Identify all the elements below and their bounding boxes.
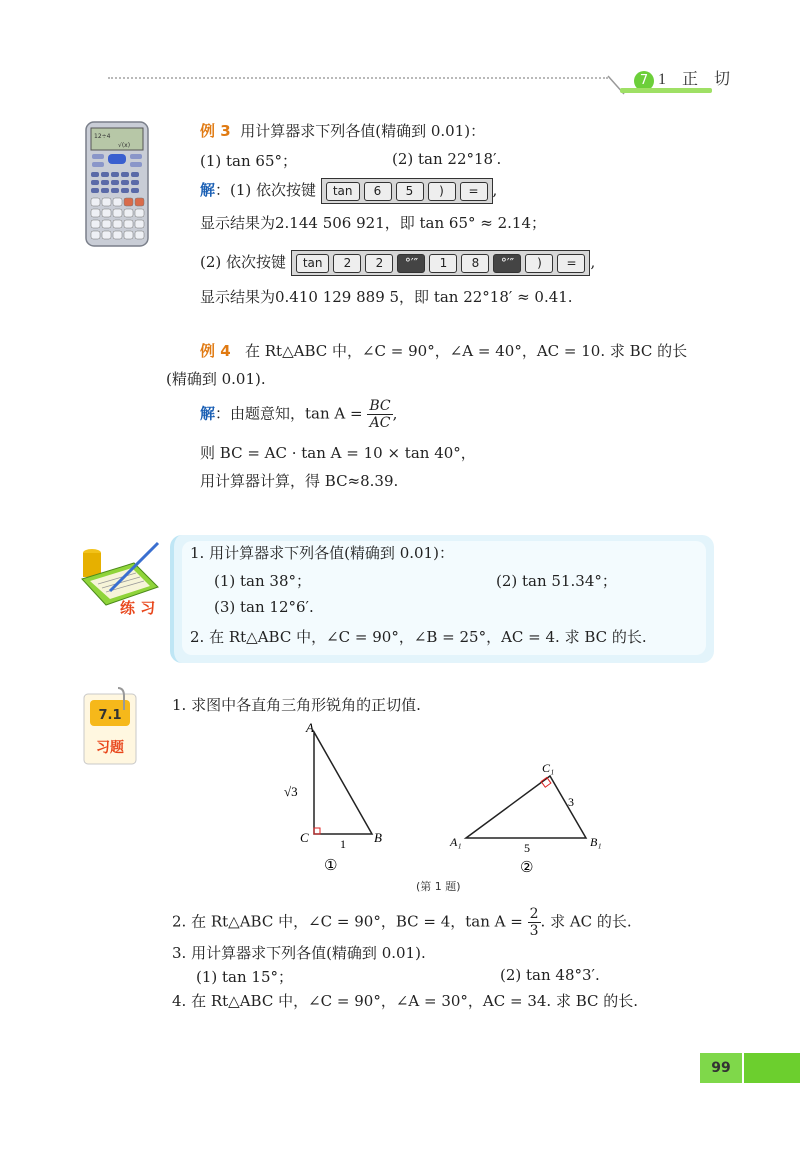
key-2: 2 bbox=[333, 254, 361, 273]
key-equals: = bbox=[460, 182, 488, 201]
svg-text:12÷4: 12÷4 bbox=[94, 133, 111, 140]
example3-solution2: (2) 依次按键 tan 2 2 °′″ 1 8 °′″ ) = , bbox=[200, 250, 595, 276]
key-tan: tan bbox=[296, 254, 330, 273]
svg-text:(第 1 题): (第 1 题) bbox=[416, 880, 461, 893]
example3-heading: 例 3 用计算器求下列各值(精确到 0.01)： bbox=[200, 122, 486, 140]
key-6: 6 bbox=[364, 182, 392, 201]
practice-item-1a: (1) tan 38°； bbox=[214, 572, 312, 590]
practice-item-2: 2. 在 Rt△ABC 中，∠C = 90°，∠B = 25°，AC = 4. 求 BC 的长. bbox=[190, 628, 647, 646]
header-accent-bar bbox=[620, 88, 712, 93]
fraction-bc-ac: $\frac{BC}{AC}$ bbox=[369, 398, 391, 431]
example4-solution-c: 用计算器计算，得 BC≈8.39. bbox=[200, 472, 399, 490]
calculator-icon bbox=[84, 120, 150, 248]
svg-text:习题: 习题 bbox=[96, 740, 124, 756]
key-tan: tan bbox=[326, 182, 360, 201]
practice-item-1c: (3) tan 12°6′. bbox=[214, 598, 314, 616]
svg-text:练 习: 练 习 bbox=[120, 599, 156, 615]
key-8: 8 bbox=[461, 254, 489, 273]
example4-solution-a: 解：由题意知，tan A = $\frac{BC}{AC}$ , bbox=[200, 398, 398, 431]
header-section-title: 7 1 正 切 bbox=[634, 66, 736, 91]
svg-text:A₁: A₁ bbox=[450, 835, 462, 849]
svg-text:A: A bbox=[306, 720, 314, 735]
example3-result2: 显示结果为0.410 129 889 5，即 tan 22°18′ ≈ 0.41. bbox=[200, 288, 573, 306]
svg-text:B₁: B₁ bbox=[590, 835, 602, 849]
example3-result1: 显示结果为2.144 506 921，即 tan 65° ≈ 2.14； bbox=[200, 214, 546, 232]
svg-text:①: ① bbox=[324, 856, 338, 874]
svg-text:1: 1 bbox=[340, 837, 346, 851]
example4-heading: 例 4 在 Rt△ABC 中，∠C = 90°，∠A = 40°，AC = 10. 求 BC 的长 bbox=[200, 342, 688, 360]
svg-text:C: C bbox=[300, 830, 309, 845]
key-close-paren: ) bbox=[428, 182, 456, 201]
fraction-2-3: $\frac{2}{3}$ bbox=[529, 906, 539, 939]
key-2: 2 bbox=[365, 254, 393, 273]
practice-item-1b: (2) tan 51.34°； bbox=[496, 572, 617, 590]
exercise-2: 2. 在 Rt△ABC 中，∠C = 90°，BC = 4，tan A = $\frac{2}{3}$ . 求 AC 的长. bbox=[172, 906, 632, 939]
exercise-badge-icon bbox=[82, 686, 138, 766]
example3-solution1: 解：(1) 依次按键 tan 6 5 ) = , bbox=[200, 178, 497, 204]
exercise-3b: (2) tan 48°3′. bbox=[500, 966, 600, 984]
example3-q1: (1) tan 65°； bbox=[200, 152, 298, 170]
example3-q2: (2) tan 22°18′. bbox=[392, 150, 502, 168]
practice-notebook-icon bbox=[74, 535, 166, 615]
exercise-4: 4. 在 Rt△ABC 中，∠C = 90°，∠A = 30°，AC = 34. 求 BC 的长. bbox=[172, 992, 639, 1010]
page-number-bar bbox=[744, 1053, 800, 1083]
key-close-paren: ) bbox=[525, 254, 553, 273]
exercise-3: 3. 用计算器求下列各值(精确到 0.01). bbox=[172, 944, 426, 962]
svg-text:√3: √3 bbox=[284, 784, 298, 799]
key-degree: °′″ bbox=[397, 254, 425, 273]
key-sequence-1 bbox=[321, 178, 493, 204]
key-degree: °′″ bbox=[493, 254, 521, 273]
practice-item-1: 1. 用计算器求下列各值(精确到 0.01)： bbox=[190, 544, 454, 562]
key-equals: = bbox=[557, 254, 585, 273]
key-sequence-2 bbox=[291, 250, 591, 276]
svg-text:√(x): √(x) bbox=[118, 142, 131, 149]
svg-text:B: B bbox=[374, 830, 382, 845]
page-number: 99 bbox=[700, 1053, 742, 1083]
exercise-3a: (1) tan 15°； bbox=[196, 968, 294, 986]
key-1: 1 bbox=[429, 254, 457, 273]
exercise-1-figure bbox=[270, 720, 630, 898]
svg-text:②: ② bbox=[520, 858, 534, 876]
section-number-badge: 7 bbox=[634, 71, 654, 91]
key-5: 5 bbox=[396, 182, 424, 201]
example4-heading-cont: (精确到 0.01). bbox=[166, 370, 266, 388]
svg-text:7.1: 7.1 bbox=[98, 708, 122, 723]
svg-text:3: 3 bbox=[568, 795, 574, 809]
example4-solution-b: 则 BC = AC · tan A = 10 × tan 40°， bbox=[200, 444, 476, 462]
header-rule bbox=[108, 77, 608, 79]
svg-text:5: 5 bbox=[524, 841, 530, 855]
exercise-1: 1. 求图中各直角三角形锐角的正切值. bbox=[172, 696, 421, 714]
svg-text:C₁: C₁ bbox=[542, 761, 555, 775]
